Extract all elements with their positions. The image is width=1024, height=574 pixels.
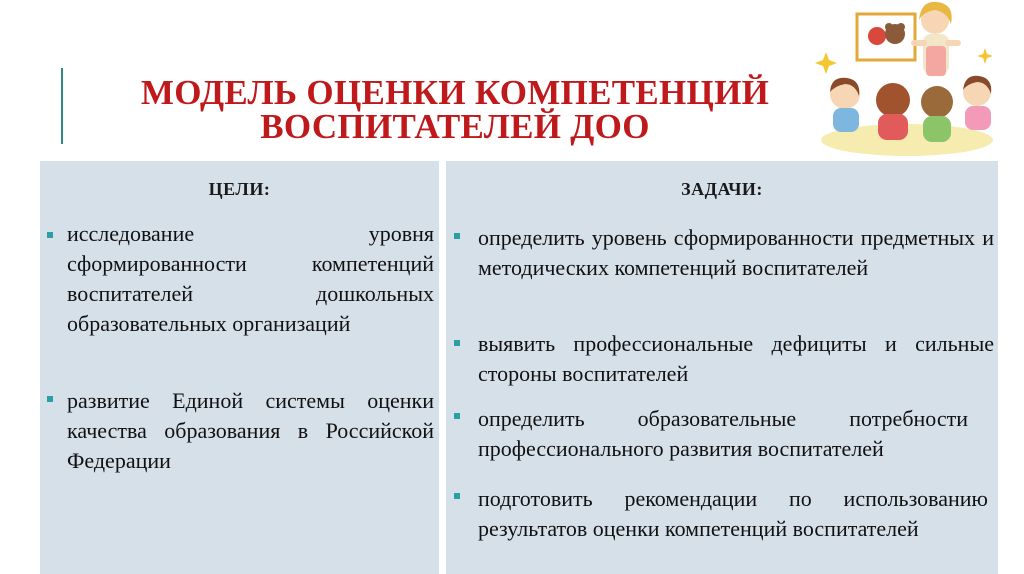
goals-heading: ЦЕЛИ: [208,179,271,199]
bullet-icon [454,493,460,499]
goal-item-1: исследование уровня сформированности компетенций воспитателей дошкольных образовательных организаций [67,221,434,336]
goals-panel [40,161,439,574]
tasks-panel [446,161,998,574]
bullet-icon [47,232,53,238]
task-item-3: определить образовательные потребности профессионального развития воспитателей [478,406,968,461]
slide-title-line-1: МОДЕЛЬ ОЦЕНКИ КОМПЕТЕНЦИЙ [140,73,770,112]
task-item-4: подготовить рекомендации по использованию результатов оценки компетенций воспитателей [478,486,988,541]
goal-item-2: развитие Единой системы оценки качества образования в Российской Федерации [67,388,434,473]
bullet-icon [454,413,460,419]
bullet-icon [454,340,460,346]
slide-title-line-2: ВОСПИТАТЕЛЕЙ ДОО [260,107,650,146]
teacher-with-children-illustration [815,0,997,162]
title-accent-line [61,68,63,144]
slide-title [70,73,840,146]
tasks-heading: ЗАДАЧИ: [681,179,763,199]
task-item-2: выявить профессиональные дефициты и сильные стороны воспитателей [478,331,994,386]
bullet-icon [454,233,460,239]
bullet-icon [47,396,53,402]
task-item-1: определить уровень сформированности предметных и методических компетенций воспитателей [478,225,994,280]
